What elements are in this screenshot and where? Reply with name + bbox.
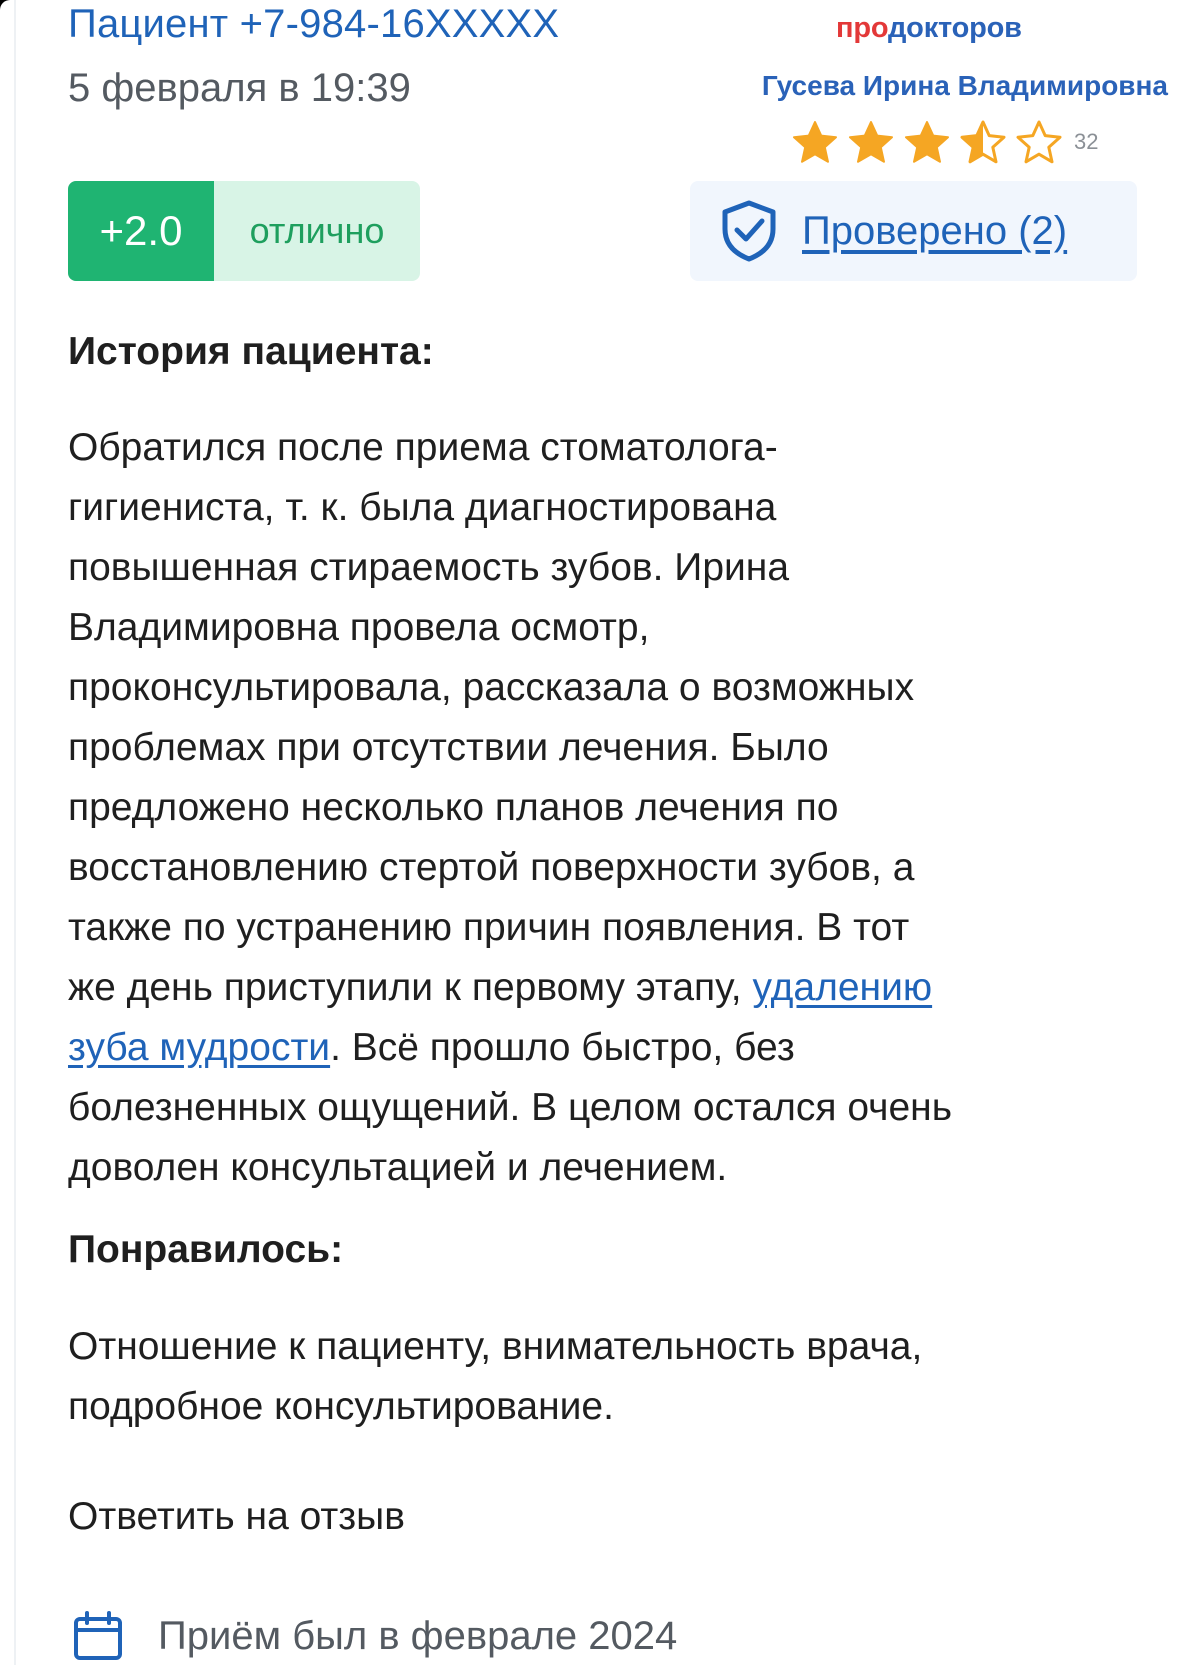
doctor-rating-stars [790,118,1098,166]
story-line: болезненных ощущений. В целом остался очень [68,1086,953,1129]
story-line: Владимировна провела осмотр, [68,606,650,649]
review-date: 5 февраля в 19:39 [68,66,411,110]
shield-check-icon [720,199,778,263]
story-heading: История пациента: [68,330,434,373]
star-icon-2 [846,119,896,165]
verified-link[interactable]: Проверено (2) [802,208,1068,253]
reply-to-review-link[interactable]: Ответить на отзыв [68,1495,405,1538]
story-line-text: же день приступили к первому этапу, [68,966,753,1009]
story-line-text: . Всё прошло быстро, без [330,1026,795,1069]
story-line: проблемах при отсутствии лечения. Было [68,726,829,769]
rating-count: 32 [1074,129,1099,154]
wisdom-tooth-link-part-1[interactable]: удалению [752,966,933,1009]
wisdom-tooth-link-part-2[interactable]: зуба мудрости [68,1026,331,1069]
score-value: +2.0 [68,181,214,281]
calendar-icon [72,1610,124,1662]
story-line: доволен консультацией и лечением. [68,1146,728,1189]
brand-logo-part-1: про [836,12,888,44]
doctor-name-link[interactable]: Гусева Ирина Владимировна [761,70,1168,101]
story-line: гигиениста, т. к. была диагностирована [68,486,777,529]
story-line: предложено несколько планов лечения по [68,786,839,829]
star-icon-1 [790,119,840,165]
star-icon-5 [1014,119,1064,165]
score-badge [68,181,420,281]
brand-logo [836,12,1022,45]
patient-name-link[interactable]: Пациент +7-984-16XXXXX [68,2,560,46]
story-line: повышенная стираемость зубов. Ирина [68,546,790,589]
story-line [68,1018,1168,1078]
star-icon-3 [902,119,952,165]
story-line [68,958,1168,1018]
score-label: отлично [214,181,420,281]
liked-text [68,1317,1168,1437]
story-line: восстановлению стертой поверхности зубов, а [68,846,915,889]
story-line: проконсультировала, рассказала о возможных [68,666,915,709]
liked-line: Отношение к пациенту, внимательность врача, [68,1325,923,1368]
liked-line: подробное консультирование. [68,1385,614,1428]
story-line: Обратился после приема стоматолога- [68,426,778,469]
brand-logo-part-2: докторов [887,12,1022,44]
star-icon-4 [958,119,1008,165]
story-line: также по устранению причин появления. В тот [68,906,910,949]
verified-block [690,181,1137,281]
left-divider [14,0,16,1665]
visit-date-text: Приём был в феврале 2024 [158,1613,678,1658]
liked-heading: Понравилось: [68,1228,344,1271]
visit-info [72,1610,677,1662]
story-text [68,418,1168,1198]
